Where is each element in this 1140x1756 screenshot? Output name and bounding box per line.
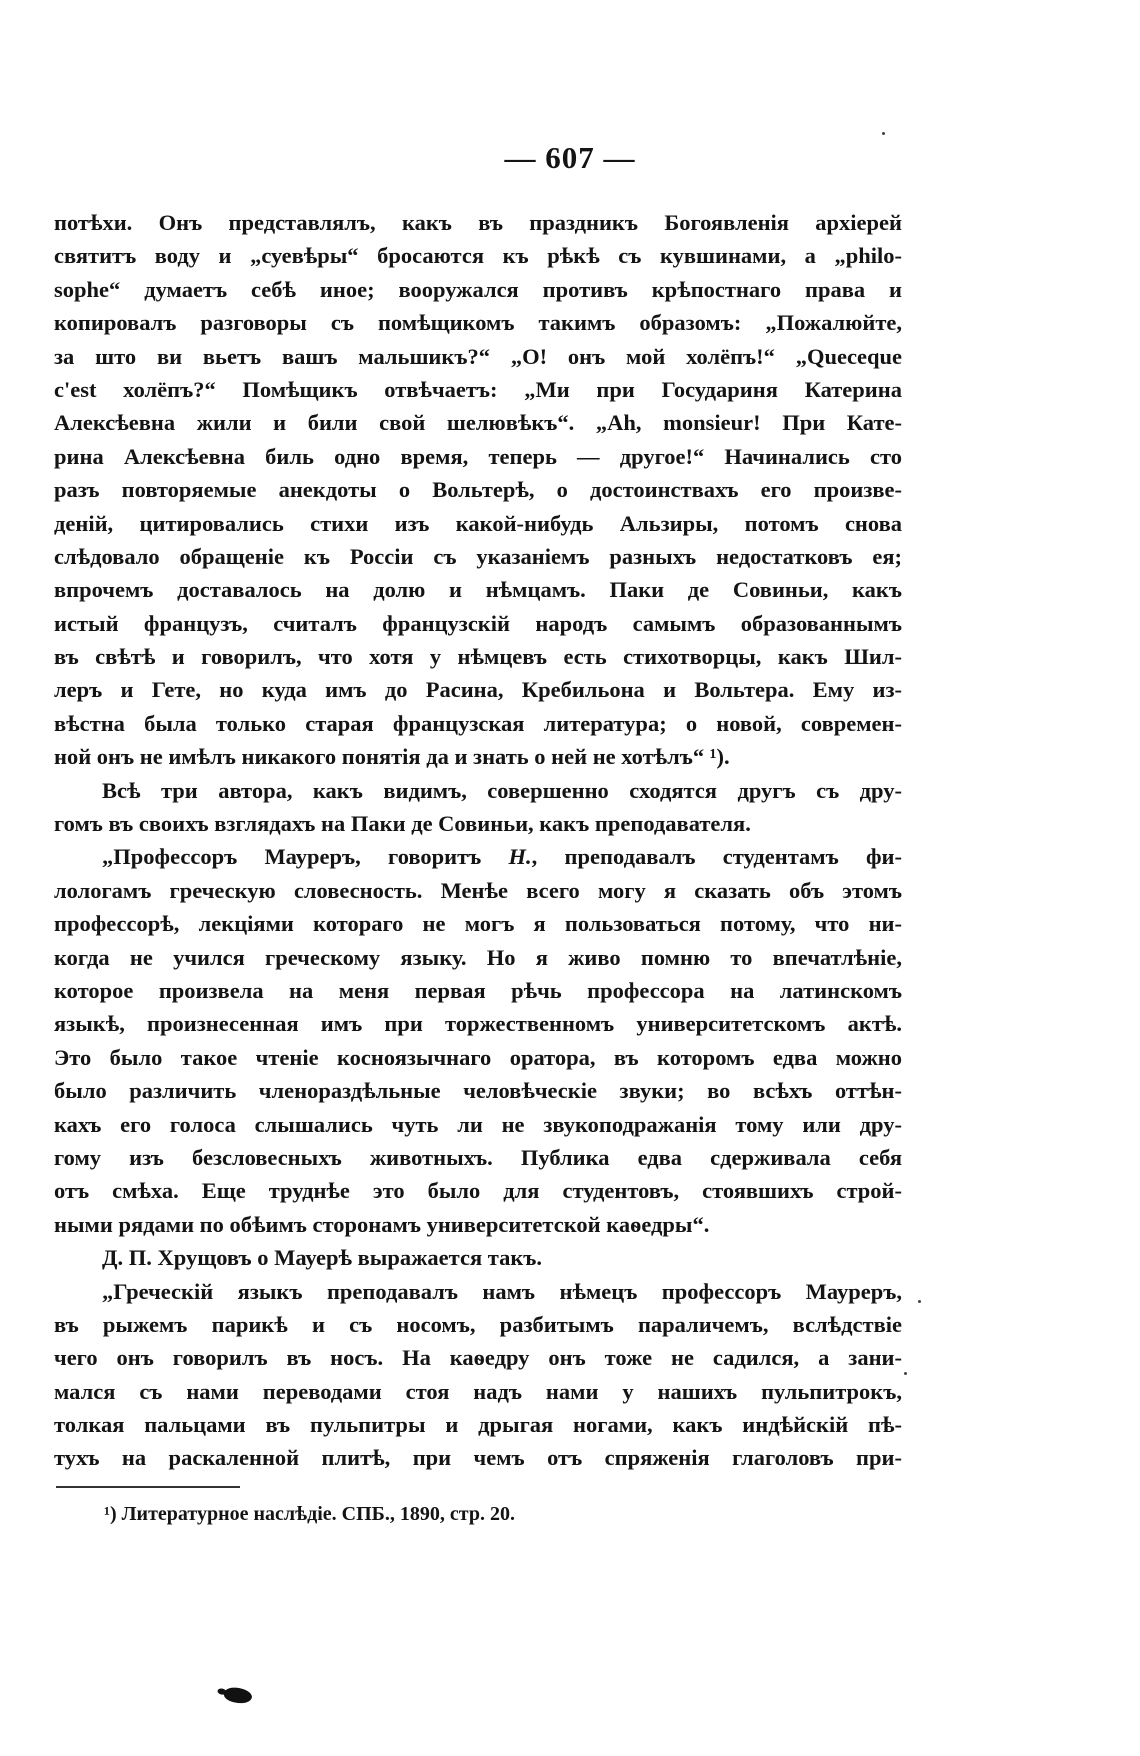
text-line: Всѣ три автора, какъ видимъ, совершенно сходятся другъ съ дру- (102, 777, 902, 803)
text-line: профессорѣ, лекціями котораго не могъ я пользоваться потому, что ни- (54, 911, 902, 937)
text-line: за што ви вьетъ вашъ мальшикъ?“ „О! онъ мой холёпъ!“ „Queceque (54, 343, 902, 369)
text-line: толкая пальцами въ пульпитры и дрыгая ногами, какъ индѣйскій пѣ- (54, 1412, 902, 1438)
text-line: было различить членораздѣльные человѣческіе звуки; во всѣхъ оттѣн- (54, 1078, 902, 1104)
text-line: лологамъ греческую словесность. Менѣе всего могу я сказать объ этомъ (54, 877, 902, 903)
text-line: „Греческій языкъ преподавалъ намъ нѣмецъ профессоръ Мауреръ, (102, 1278, 902, 1304)
text-line: истый французъ, считалъ французскій народъ самымъ образованнымъ (54, 610, 902, 636)
text-line: чего онъ говорилъ въ носъ. На каѳедру онъ тоже не садился, а зани- (54, 1345, 902, 1371)
text-line: ной онъ не имѣлъ никакого понятія да и знать о ней не хотѣлъ“ ¹). (54, 744, 730, 770)
author-initial: Н. (508, 844, 532, 870)
text-line: Алексѣевна жили и били свой шелювѣкъ“. „Ah, monsieur! При Кате- (54, 410, 902, 436)
text-line: деній, цитировались стихи изъ какой-нибудь Альзиры, потомъ снова (54, 510, 902, 536)
text-line: вѣстна была только старая французская литература; о новой, современ- (54, 710, 902, 736)
text-line: впрочемъ доставалось на долю и нѣмцамъ. Паки де Совиньи, какъ (54, 577, 902, 603)
ink-blot (223, 1685, 254, 1705)
text-line: кахъ его голоса слышались чуть ли не звукоподражанія тому или дру- (54, 1111, 902, 1137)
text-line: леръ и Гете, но куда имъ до Расина, Кребильона и Вольтера. Ему из- (54, 677, 902, 703)
body-text (54, 206, 902, 1475)
text-line: гомъ въ своихъ взглядахъ на Паки де Совиньи, какъ преподавателя. (54, 811, 751, 837)
text-line: которое произвела на меня первая рѣчь профессора на латинскомъ (54, 977, 902, 1003)
text-line: отъ смѣха. Еще труднѣе это было для студентовъ, стоявшихъ строй- (54, 1178, 902, 1204)
text-line: c'est холёпъ?“ Помѣщикъ отвѣчаетъ: „Ми при Государиня Катерина (54, 376, 902, 402)
text-line: слѣдовало обращеніе къ Россіи съ указаніемъ разныхъ недостатковъ ея; (54, 543, 902, 569)
text-line: копировалъ разговоры съ помѣщикомъ такимъ образомъ: „Пожалюйте, (54, 310, 902, 336)
text-line: „Профессоръ Мауреръ, говоритъ Н., преподавалъ студентамъ фи- (102, 844, 902, 870)
text-line: разъ повторяемые анекдоты о Вольтерѣ, о достоинствахъ его произве- (54, 477, 902, 503)
text-line: рина Алексѣевна биль одно время, теперь — другое!“ Начинались сто (54, 443, 902, 469)
text-line: Д. П. Хрущовъ о Мауерѣ выражается такъ. (102, 1245, 543, 1271)
scan-speck (882, 132, 885, 135)
scan-speck (918, 1300, 921, 1303)
text-line: въ рыжемъ парикѣ и съ носомъ, разбитымъ параличемъ, вслѣдствіе (54, 1311, 902, 1337)
text-line: sophe“ думаетъ себѣ иное; вооружался противъ крѣпостнаго права и (54, 276, 902, 302)
text-line: въ свѣтѣ и говорилъ, что хотя у нѣмцевъ есть стихотворцы, какъ Шил- (54, 644, 902, 670)
text-line: гому изъ безсловесныхъ животныхъ. Публика едва сдерживала себя (54, 1144, 902, 1170)
scan-speck (904, 1372, 907, 1375)
text-line: языкѣ, произнесенная имъ при торжественномъ университетскомъ актѣ. (54, 1011, 902, 1037)
text-line: потѣхи. Онъ представлялъ, какъ въ праздникъ Богоявленія архіерей (54, 210, 902, 235)
text-line: когда не учился греческому языку. Но я живо помню то впечатлѣніе, (54, 944, 902, 970)
page-number: — 607 — (504, 140, 636, 175)
text-line: Это было такое чтеніе косноязычнаго оратора, въ которомъ едва можно (54, 1044, 902, 1070)
text-line: ными рядами по обѣимъ сторонамъ университетской каѳедры“. (54, 1211, 710, 1237)
text-line: святитъ воду и „суевѣры“ бросаются къ рѣкѣ съ кувшинами, а „philo- (54, 243, 902, 269)
text-line: мался съ нами переводами стоя надъ нами у нашихъ пульпитрокъ, (54, 1378, 902, 1404)
footnote-divider (56, 1486, 240, 1488)
text-line: тухъ на раскаленной плитѣ, при чемъ отъ спряженія глаголовъ при- (54, 1445, 902, 1471)
footnote: ¹) Литературное наслѣдіе. СПБ., 1890, стр. 20. (104, 1503, 515, 1525)
